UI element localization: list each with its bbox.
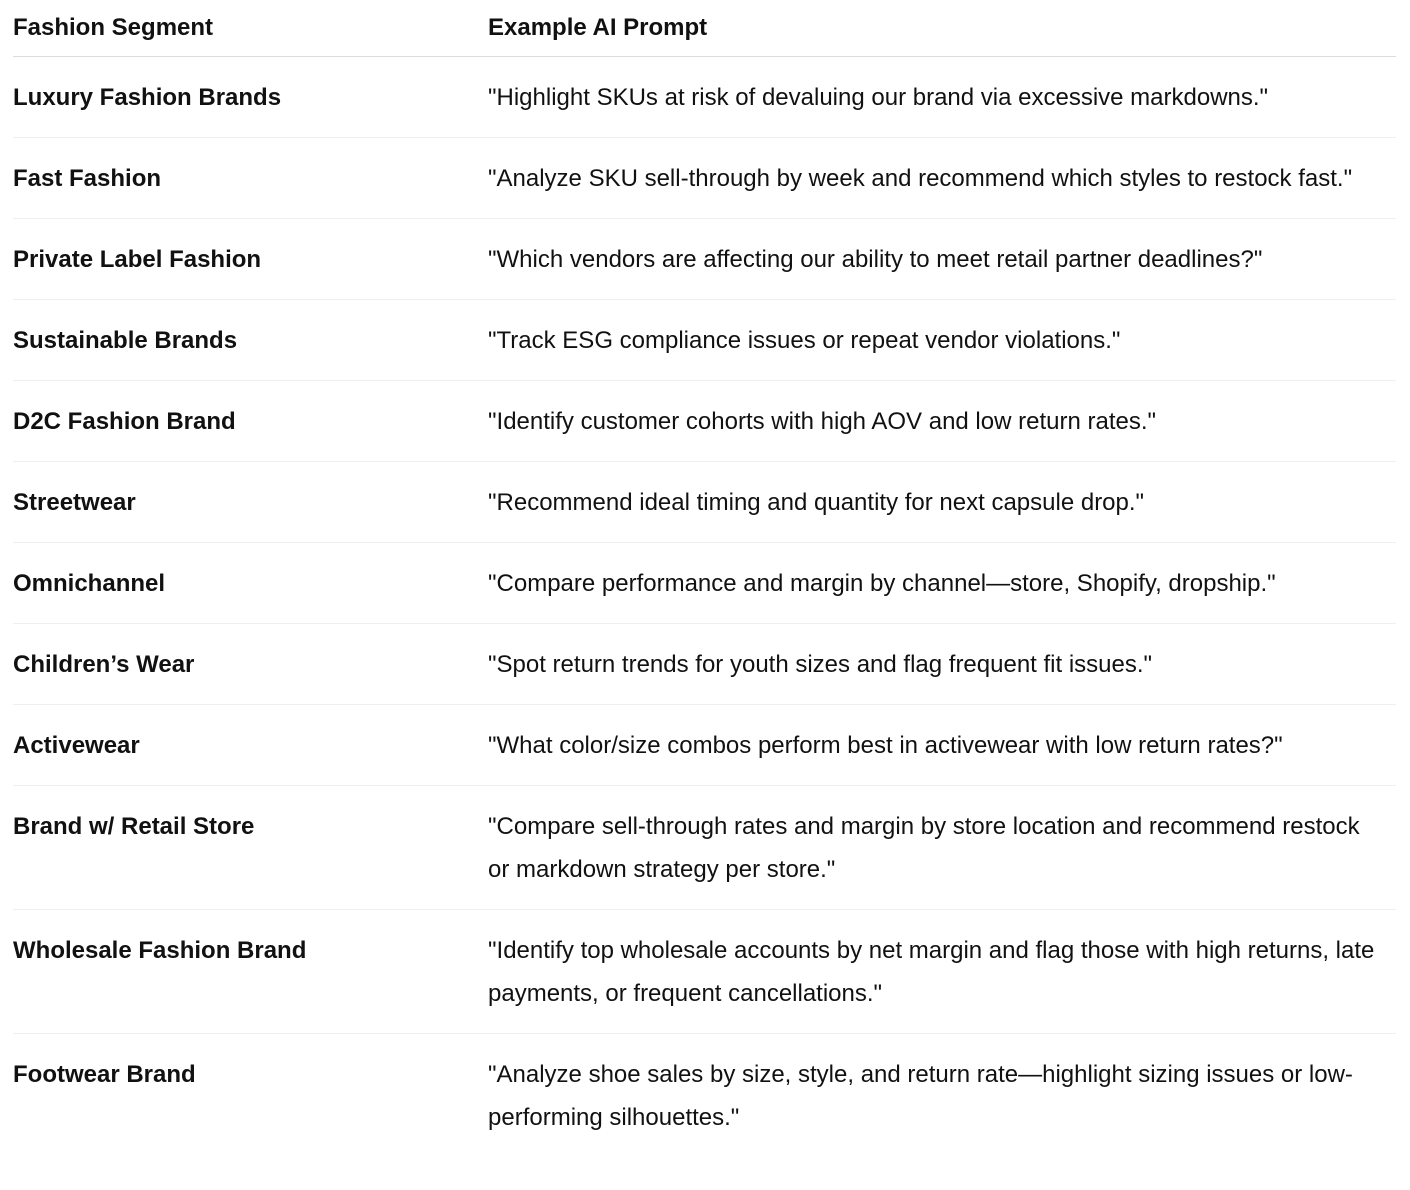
table-row	[13, 138, 1396, 219]
prompt-cell: "Identify top wholesale accounts by net margin and flag those with high returns, late payments, or frequent cancellations."	[488, 910, 1396, 1034]
table-row	[13, 219, 1396, 300]
table-row	[13, 1034, 1396, 1158]
prompt-cell: "Analyze SKU sell-through by week and recommend which styles to restock fast."	[488, 138, 1396, 219]
table-row	[13, 786, 1396, 910]
prompt-cell: "Compare sell-through rates and margin by store location and recommend restock or markdown strategy per store."	[488, 786, 1396, 910]
prompt-cell: "Which vendors are affecting our ability to meet retail partner deadlines?"	[488, 219, 1396, 300]
table-row	[13, 57, 1396, 138]
segment-cell: Activewear	[13, 705, 488, 786]
table-body	[13, 57, 1396, 1158]
column-header-prompt: Example AI Prompt	[488, 0, 1396, 57]
table-header	[13, 0, 1396, 57]
prompt-cell: "Track ESG compliance issues or repeat vendor violations."	[488, 300, 1396, 381]
segment-cell: Brand w/ Retail Store	[13, 786, 488, 910]
segment-cell: Wholesale Fashion Brand	[13, 910, 488, 1034]
fashion-prompts-table	[13, 0, 1396, 1157]
column-header-segment: Fashion Segment	[13, 0, 488, 57]
header-row	[13, 0, 1396, 57]
prompt-cell: "What color/size combos perform best in activewear with low return rates?"	[488, 705, 1396, 786]
segment-cell: Children’s Wear	[13, 624, 488, 705]
table-row	[13, 462, 1396, 543]
segment-cell: Fast Fashion	[13, 138, 488, 219]
table-row	[13, 624, 1396, 705]
prompt-cell: "Identify customer cohorts with high AOV and low return rates."	[488, 381, 1396, 462]
prompt-cell: "Spot return trends for youth sizes and flag frequent fit issues."	[488, 624, 1396, 705]
segment-cell: Streetwear	[13, 462, 488, 543]
table-row	[13, 381, 1396, 462]
segment-cell: Footwear Brand	[13, 1061, 196, 1088]
prompt-cell: "Recommend ideal timing and quantity for next capsule drop."	[488, 462, 1396, 543]
segment-cell: Luxury Fashion Brands	[13, 57, 488, 138]
segment-cell: Private Label Fashion	[13, 219, 488, 300]
table-row	[13, 910, 1396, 1034]
segment-cell: Sustainable Brands	[13, 300, 488, 381]
segment-cell: D2C Fashion Brand	[13, 381, 488, 462]
segment-cell: Omnichannel	[13, 543, 488, 624]
prompt-cell: "Analyze shoe sales by size, style, and return rate—highlight sizing issues or low-performing silhouettes."	[488, 1061, 1353, 1131]
table-row	[13, 543, 1396, 624]
table-row	[13, 300, 1396, 381]
fashion-prompts-table-container	[13, 0, 1396, 1157]
table-row	[13, 705, 1396, 786]
prompt-cell: "Compare performance and margin by channel—store, Shopify, dropship."	[488, 543, 1396, 624]
prompt-cell: "Highlight SKUs at risk of devaluing our brand via excessive markdowns."	[488, 57, 1396, 138]
